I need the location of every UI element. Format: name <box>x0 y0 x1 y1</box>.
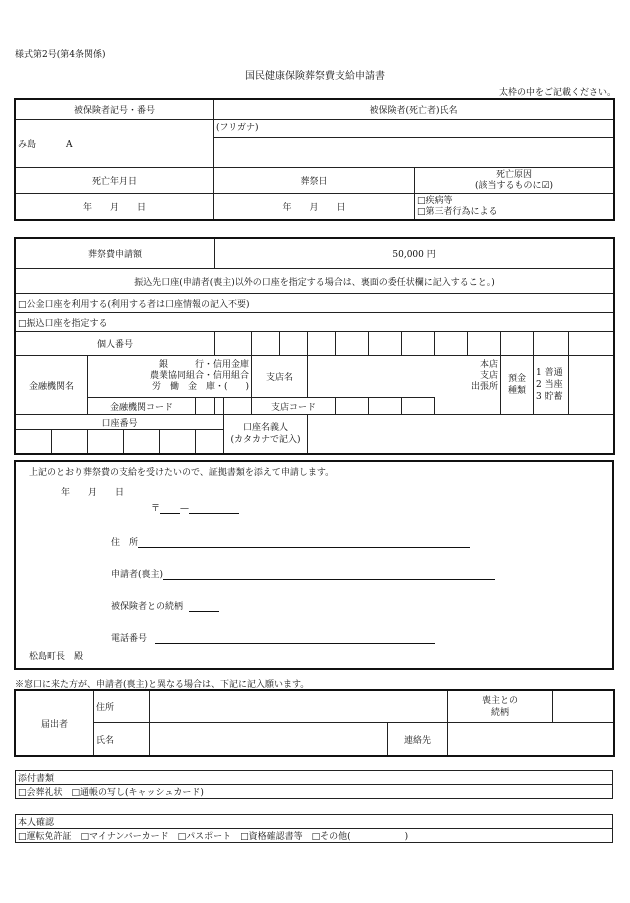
filer-address-field[interactable] <box>150 691 448 723</box>
filer-label: 届出者 <box>16 691 94 756</box>
personal-no-digit[interactable] <box>252 332 280 356</box>
deposit-type-1[interactable]: 1 普通 <box>536 368 563 378</box>
deposit-type-label-2: 種類 <box>508 386 527 396</box>
personal-no-digit[interactable] <box>215 332 252 356</box>
deposit-type-3[interactable]: 3 貯蓄 <box>536 392 563 402</box>
relation-field[interactable] <box>111 599 219 612</box>
cause-check-icon: ☑ <box>541 180 550 191</box>
personal-no-digit[interactable] <box>369 332 402 356</box>
postal-dash: — <box>180 504 190 514</box>
applicant-field[interactable] <box>111 567 495 580</box>
filer-address-label: 住所 <box>94 691 150 723</box>
insured-no-field[interactable] <box>16 120 214 168</box>
personal-no-digit[interactable] <box>308 332 336 356</box>
cause-option-illness[interactable]: □疾病等 <box>417 195 453 206</box>
cause-note: (該当するものに <box>474 180 542 191</box>
cause-option-third-party[interactable]: □第三者行為による <box>417 206 498 217</box>
deposit-type-label-1: 預金 <box>508 374 527 384</box>
filer-relation-label-1: 喪主との <box>481 695 518 706</box>
insured-name-header: 被保険者(死亡者)氏名 <box>214 100 614 120</box>
personal-no-label: 個人番号 <box>16 332 215 356</box>
bank-code-label: 金融機関コード <box>88 398 196 415</box>
funeral-date-field[interactable]: 年 月 日 <box>214 194 415 220</box>
attachments-items[interactable]: □会葬礼状 □通帳の写し(キャッシュカード) <box>16 785 613 799</box>
filer-table <box>15 690 614 756</box>
bank-code-digit[interactable] <box>196 398 215 415</box>
personal-no-digit[interactable] <box>569 332 614 356</box>
personal-no-digit[interactable] <box>468 332 501 356</box>
filer-contact-label: 連絡先 <box>388 723 448 756</box>
furigana-field[interactable] <box>214 120 614 138</box>
postal-field[interactable] <box>151 501 239 514</box>
personal-no-digit[interactable] <box>336 332 369 356</box>
declaration-section <box>15 461 613 669</box>
cause-header: 死亡原因 <box>495 169 532 180</box>
branch-type-2: 支店 <box>480 371 499 381</box>
insured-name-field[interactable] <box>214 138 614 168</box>
account-no-digit[interactable] <box>160 430 196 454</box>
death-date-field[interactable]: 年 月 日 <box>16 194 214 220</box>
bank-code-digit[interactable] <box>215 398 224 415</box>
declaration-text: 上記のとおり葬祭費の支給を受けたいので、証拠書類を添えて申請します。 <box>29 468 335 478</box>
identity-items[interactable]: □運転免許証 □マイナンバーカード □パスポート □資格確認書等 □その他( ) <box>16 829 613 843</box>
personal-no-digit[interactable] <box>501 332 534 356</box>
amount-label: 葬祭費申請額 <box>16 239 215 269</box>
account-no-digit[interactable] <box>196 430 224 454</box>
account-no-digit[interactable] <box>16 430 52 454</box>
holder-label-1: 口座名義人 <box>243 423 289 433</box>
relation-label: 被保険者との続柄 <box>111 602 184 612</box>
amount-value: 50,000 円 <box>215 239 614 269</box>
filer-name-field[interactable] <box>150 723 388 756</box>
holder-label-2: (カタカナで記入) <box>230 435 301 445</box>
attachments-table <box>15 770 613 799</box>
deposit-type-2[interactable]: 2 当座 <box>536 380 563 390</box>
account-no-digit[interactable] <box>124 430 160 454</box>
declaration-date[interactable]: 年 月 日 <box>61 488 125 498</box>
account-no-label: 口座番号 <box>16 415 224 430</box>
personal-no-digit[interactable] <box>435 332 468 356</box>
identity-title: 本人確認 <box>16 815 613 829</box>
filer-relation-label-2: 続柄 <box>490 707 509 718</box>
insured-no-prefix: み島 <box>18 140 37 150</box>
filer-name-label: 氏名 <box>94 723 150 756</box>
form-number: 様式第2号(第4条関係) <box>15 50 106 60</box>
branch-code-digit[interactable] <box>402 398 435 415</box>
cause-note-end: ) <box>549 180 554 191</box>
specify-account-option[interactable]: □振込口座を指定する <box>16 313 614 332</box>
filer-relation-field[interactable] <box>553 691 614 723</box>
personal-no-digit[interactable] <box>402 332 435 356</box>
insured-no-value: A <box>66 140 73 150</box>
address-field[interactable] <box>111 535 470 548</box>
phone-label: 電話番号 <box>111 634 148 644</box>
branch-type-3: 出張所 <box>471 382 499 392</box>
branch-type-1: 本店 <box>480 360 499 370</box>
furigana-label: (フリガナ) <box>216 123 259 133</box>
phone-field[interactable] <box>111 631 435 644</box>
page-title: 国民健康保険葬祭費支給申請書 <box>245 71 385 82</box>
identity-table <box>15 814 613 843</box>
branch-label: 支店名 <box>252 356 308 398</box>
postal-mark-icon: 〒 <box>151 504 161 514</box>
bank-type-3: 労 働 金 庫・( ) <box>152 382 250 392</box>
bank-code-digit[interactable] <box>224 398 252 415</box>
personal-no-digit[interactable] <box>280 332 308 356</box>
account-no-digit[interactable] <box>88 430 124 454</box>
applicant-label: 申請者(喪主) <box>111 570 164 580</box>
insured-no-header: 被保険者記号・番号 <box>16 100 214 120</box>
bank-type-2: 農業協同組合・信用組合 <box>150 371 250 381</box>
bank-type-1: 銀 行・信用金庫 <box>159 360 250 370</box>
window-note: ※窓口に来た方が、申請者(喪主)と異なる場合は、下記に記入願います。 <box>15 680 310 690</box>
branch-code-label: 支店コード <box>252 398 336 415</box>
filer-contact-field[interactable] <box>448 723 614 756</box>
personal-no-digit[interactable] <box>534 332 569 356</box>
bank-name-label: 金融機関名 <box>16 356 88 415</box>
payment-table <box>15 238 614 454</box>
funeral-date-header: 葬祭日 <box>214 168 415 194</box>
death-date-header: 死亡年月日 <box>16 168 214 194</box>
insured-info-table <box>15 99 614 220</box>
branch-code-digit[interactable] <box>336 398 369 415</box>
transfer-note: 振込先口座(申請者(喪主)以外の口座を指定する場合は、裏面の委任状欄に記入すること。) <box>16 269 614 294</box>
attachments-title: 添付書類 <box>16 771 613 785</box>
instruction-text: 太枠の中をご記載ください。 <box>498 88 616 98</box>
account-no-digit[interactable] <box>52 430 88 454</box>
addressee: 松島町長 殿 <box>29 652 84 662</box>
public-account-option[interactable]: □公金口座を利用する(利用する者は口座情報の記入不要) <box>16 294 614 313</box>
address-label: 住 所 <box>111 538 139 548</box>
holder-name-field[interactable] <box>308 415 614 454</box>
branch-code-digit[interactable] <box>369 398 402 415</box>
